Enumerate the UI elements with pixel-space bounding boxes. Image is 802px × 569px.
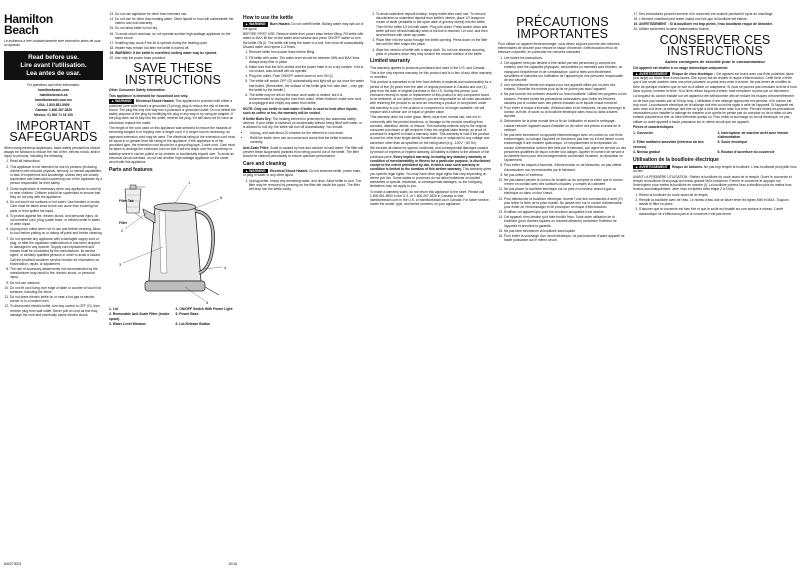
filter-label: Filter: [119, 221, 128, 226]
list-item: 5. The kettle will switch OFF (O) automatically and light will go out once the water has boiled. (Remember, the surface of the kettle gets hot; take care – only grip the kettle by the handle.): [249, 79, 364, 92]
contact-phone-us: USA: 1.800.851.8900: [37, 103, 70, 108]
list-item: • Unplug, and wait about 20 minutes for the element to cool down.: [250, 131, 364, 135]
part-name: Lid-Release Button: [179, 322, 211, 327]
brand-logo: [4, 14, 103, 36]
intro-spanish: Le invitamos a leer cuidadosamente este instructivo antes de usar su aparato.: [4, 39, 101, 48]
list-item: 8. Pour éviter les risques d'incendie, d'électrocution ou de blessures, ne pas utiliser d'accessoires non recommandés par le fabricant.: [504, 163, 627, 171]
part-name: Interrupteur de marche/ arrêt avec témoin d'alimentation: [717, 130, 789, 140]
precautions-title-line1: PRÉCAUTIONS: [516, 15, 609, 29]
electric-shock-paragraph: [109, 99, 237, 124]
document-code: 840273001: [4, 561, 22, 566]
callout-3: 3: [119, 262, 122, 268]
kettle-illustration: [114, 176, 232, 304]
list-item: 5. Pour éviter le risque d'incendie, d'électrocution et de blessures, ne pas immerger le cordon, la fiche, le socle ou la bouilloire électrique dans l'eau ou dans d'autres liquides.: [504, 106, 627, 119]
usage-steps-fr: [639, 193, 797, 216]
read-before-use-fr: Lire avant l'utilisation.: [20, 62, 87, 70]
part-item: [718, 150, 798, 154]
list-item: 9. Do not use outdoors.: [10, 281, 103, 285]
callout-4: 4: [224, 265, 227, 271]
parts-heading-fr: Pièces et caractéristiques: [633, 125, 674, 130]
warning-triangle-icon: ▲: [111, 99, 115, 104]
shock-care-paragraph: [243, 169, 364, 178]
list-item: 4. Wipe the exterior of kettle with a damp cloth. Do not use abrasive scouring pads or powders since they may scratch the smooth surface of the kettle.: [376, 48, 492, 56]
save-title-line1: SAVE THESE: [133, 61, 213, 76]
list-item: 4. Do not touch hot surfaces or hot water. Use handles or knobs. Care must be taken since burns can occur from touching hot parts or from spilled hot liquid.: [10, 200, 103, 213]
safeguards-title-line2: SAFEGUARDS: [9, 130, 98, 145]
precautions-intro: Pour utiliser un appareil électroménager, vous devez toujours prendre des mesures élémentaires de sécurité pour réduire le risque d'incendie, d'électrocution et/ou de blessure corporelle, en particulier les mesures suivantes :: [498, 42, 620, 55]
list-item: 7. Do not operate any appliance with a damaged supply cord or plug, or after the appliance malfunctions or has been dropped or damaged in any manner. Supply cord replacement and repairs must be conducted by the manufacturer, its service agent, or similarly qualified persons in order to avoid a hazard. Call the provided customer service number for information on examination, repair, or adjustment.: [10, 237, 103, 267]
part-name: ON/OFF Switch With Power Light: [179, 307, 233, 312]
column-3: [240, 0, 367, 569]
list-item: 2. This appliance is not intended for use by persons (including children) with reduced physical, sensory, or mental capabilities, or lack of experience and knowledge, unless they are closely supervised and instructed concerning use of the appliance by a person responsible for their safety.: [10, 165, 103, 186]
part-name: Filtre antitartre amovible (intérieur du bec verseur): [633, 140, 704, 149]
part-name: Removable Anti-Scale Filter (inside spout): [109, 312, 170, 321]
part-item: [718, 140, 798, 149]
part-name: Socle électrique: [721, 140, 748, 145]
conserver-title: [633, 32, 797, 59]
read-before-use-box: [4, 51, 103, 80]
warranty-heading: Limited warranty: [370, 58, 411, 65]
list-item: 9. Ne pas utiliser à l'extérieur.: [504, 173, 627, 177]
list-item: 1. Read all instructions.: [10, 159, 103, 163]
list-item: 1. Retirer la bouilloire du socle avant de la remplir.: [639, 193, 797, 197]
list-item: 12. To disconnect electric kettle, turn any control to OFF (O), then remove plug from wall outlet. Never pull on cord as this may damage the cord and eventually cause electric shock.: [10, 304, 103, 317]
list-item: 17. Scalding may occur if the lid is opened during the heating cycle.: [115, 41, 237, 45]
household-note-fr: Cet appareil est destiné à un usage domestique uniquement.: [633, 66, 729, 71]
contact-info: [4, 83, 103, 117]
list-item: 1. Unplug kettle, empty any remaining water, and rinse. Allow kettle to cool. The filter may be removed by pressing on the filter tab inside the spout. The filter will drop into the kettle cavity.: [249, 179, 364, 192]
list-item: • Refill the kettle; then use as normal and check that the kettle functions correctly.: [250, 136, 364, 144]
warning-triangle-icon: ▲: [635, 71, 639, 76]
list-item: 3. S'assurer que le couvercle est bien fixé et que le socle est installé sur une surface à niveau. L'arrêt automatique ne s'effectuera pas si le couvercle n'est pas fermé.: [639, 207, 797, 215]
callout-1: 1: [188, 180, 191, 186]
part-name: Bouton d'ouverture du couvercle: [721, 150, 775, 155]
read-before-use-en: Read before use.: [28, 54, 79, 62]
list-item: 20. Utiliser seulement la base d'alimentation fournie.: [639, 27, 797, 31]
anti-scale-paragraph: [243, 146, 364, 159]
list-item: 16. To avoid circuit overload, do not operate another high-wattage appliance on the same circuit.: [115, 32, 237, 40]
save-instructions-title: [109, 63, 237, 86]
burn-hazard-heading-fr: Risque de brûlures.: [672, 164, 703, 169]
list-item: 13. Do not use appliance for other than intended use.: [115, 12, 237, 16]
warning-triangle-icon: ▲: [635, 164, 639, 169]
brand-name-line2: Beach: [4, 23, 39, 37]
callout-2: 2: [121, 228, 124, 234]
care-steps-continued: [376, 12, 492, 56]
column-6: [630, 0, 802, 569]
part-number: 4.: [717, 130, 721, 135]
part-number: 5.: [175, 312, 179, 317]
burn-hazard-text: Do not overfill kettle. Boiling water may spit out of the spout.: [243, 22, 364, 31]
care-heading: Care and cleaning: [243, 160, 287, 167]
care-steps: [249, 179, 364, 192]
part-number: 6.: [175, 322, 179, 327]
part-name: Niveau gradué: [636, 150, 661, 155]
part-item: [633, 150, 713, 154]
warranty-legal-rights: This warranty gives you specific legal rights. You may have other legal rights that vary depending on where you live. Some states or provinces do not allow limitations on implied warranties or special, incidental, or consequential damages, so the foregoing limitations may not apply to you.: [370, 167, 492, 189]
part-number: 6.: [717, 150, 721, 155]
conserver-title-line1: CONSERVER CES: [659, 32, 771, 47]
column-1: [0, 0, 106, 569]
part-number: 2.: [109, 312, 112, 317]
safeguards-list-continued: [115, 12, 237, 60]
warning-label: WARNING: [249, 168, 266, 173]
list-item: 4. Plug into outlet. Push ON/OFF switch down to turn ON (I).: [249, 74, 364, 78]
list-item: 3. Place filter into the spout through the kettle opening. Press down on the filter tab until the filter snaps into place.: [376, 38, 492, 46]
other-safety-heading-fr: Autres consignes de sécurité pour le consommateur: [664, 58, 766, 64]
contact-heading: For questions and other information:: [27, 83, 80, 88]
list-item: 3. Make sure that the lid is closed and the power base is on a dry surface. It lid is not closed, auto-shutoff will not operate.: [249, 65, 364, 73]
list-item: 5. To protect against fire, electric shock, and personal injury, do not immerse cord, plug, power base, or electric kettle in water or other liquid.: [10, 214, 103, 227]
part-number: 1.: [109, 307, 112, 312]
list-item: 3. Close supervision is necessary when any appliance is used by or near children. Children should be supervised to ensure that they do not play with the appliance.: [10, 187, 103, 200]
precautions-title: [498, 17, 627, 40]
part-number: 1.: [633, 130, 636, 135]
parts-list-fr: [633, 131, 797, 155]
list-item: 17. Des échaudures peuvent survenir si le couvercle est soulevé pendant le cycle de chauffage.: [639, 12, 797, 16]
part-item: [109, 312, 171, 321]
warranty-paragraph: [370, 146, 492, 188]
parts-list: [109, 307, 237, 326]
part-item: [718, 131, 798, 140]
electric-shock-paragraph-fr: [633, 72, 797, 93]
list-item: 4. Ne pas toucher les surfaces chaudes ou l'eau bouillante. Utiliser les poignées ou les boutons. Prendre toutes les précautions nécessaires pour éviter les brûlures causées par le contact avec des pièces chaudes ou le liquide chaud renversé.: [504, 92, 627, 105]
precautions-list-continued: [639, 12, 797, 32]
contact-website-us[interactable]: hamiltonbeach.com: [38, 88, 69, 93]
list-item: 2. Remplir la bouilloire avec de l'eau. Le niveau d'eau doit se situer entre les lignes MIN et MAX. Toujours laisser le filtre en place.: [639, 198, 797, 206]
contact-website-mx[interactable]: hamiltonbeach.com.mx: [35, 98, 72, 103]
list-item: 2. To avoid scale/lime deposit buildup, empty kettle after each use. To remove discoloration or scale/lime deposit from kettle's interior, place 1/2 teaspoon cream of tartar (available in the spice aisle of grocery stores) into the kettle. Then fill the kettle 1/2 full with water. Plug into outlet. Press switch down and kettle will turn off automatically when a full boil is reached. Let cool, and then several times with clean tap water.: [376, 12, 492, 37]
boil-dry-paragraph: [243, 117, 364, 130]
warning-label: WARNING: [115, 99, 132, 104]
boil-dry-text: The heating element is protected by two automatic safety devices. If your kettle is switched on accidentally without being filled with water, or is allowed to boil dry, the kettle will turn off automatically. You should:: [243, 116, 363, 130]
list-item: 3. Une surveillance étroite est requise pour tout appareil utilisé par ou près des enfants. Surveiller les enfants pour qu'ils ne jouent pas avec l'appareil.: [504, 83, 627, 91]
shock-hazard-heading: Electrical Shock Hazard:: [135, 99, 175, 104]
part-item: [176, 312, 238, 321]
part-name: Lid: [112, 307, 118, 312]
part-item: [176, 307, 238, 311]
part-name: Couvercle: [636, 130, 654, 135]
burn-hazard-paragraph: [243, 22, 364, 31]
precautions-title-line2: IMPORTANTES: [516, 26, 609, 41]
warranty-claim: To make a warranty claim, do not return this appliance to the store. Please call 1.800.851.8900 in the U.S. or 1.800.267.2826 in Canada or visit hamiltonbeach.com in the U.S. or hamiltonbeach.ca in Canada. For faster service, locate the model, type, and series numbers on your appliance.: [370, 189, 490, 207]
column-4: [367, 0, 495, 569]
warranty-paragraph: This product is warranted to be free from defects in material and workmanship for a period of five (5) years from the date of original purchase in Canada and one (1) year from the date of original purchase in the U.S. During this period, your exclusive remedy is repair or replacement of this product or any component found to be defective, at our option; however, you are responsible for all costs associated with returning the product to us and our returning a product or component under this warranty to you. If the product or component is no longer available, we will replace with a similar one of equal or greater value.: [370, 80, 492, 114]
part-item: [633, 140, 713, 149]
other-safety-heading: Other Consumer Safety Information: [109, 88, 165, 93]
column-2: [106, 0, 240, 569]
list-item: 1. Lire toutes les instructions.: [504, 56, 627, 60]
before-first-use: BEFORE FIRST USE: Remove kettle from power base before filling. Fill kettle with water to MAX fill line on the water level window and press ON/OFF switch to turn the kettle ON (I). The kettle will bring the water to a boil, then shut off automatically. Discard water and repeat 2–3 times.: [243, 32, 364, 49]
list-item: 16. Pour éviter la surcharge d'un circuit électrique, ne pas brancher d'autre appareil de haute puissance sur le même circuit.: [504, 234, 627, 242]
part-number: 3.: [109, 322, 112, 327]
list-item: 19. AVERTISSEMENT : Si la bouilloire est trop pleine, l'eau bouillante risque de déborder.: [639, 22, 797, 26]
cord-length-paragraph-fr: La longueur du cordon installé sur cet appareil a été sélectionnée afin de réduire les risques d'enchevêtrement ou de faux pas causés par un fil trop long. L'utilisation d'une rallonge approuvée est permise, si le cordon est trop court. La puissance électrique de la rallonge doit être au moins égale à celle de l'appareil. Si l'appareil est avec mise à la terre, la rallonge doit être du type à trois fils avec mise à la terre. Prendre toutes les précautions nécessaires pour installer la rallonge de manière à ce qu'elle ne pende pas du comptoir ou de la table où des enfants pourraient la tirer ou faire trébucher quelqu'un. Pour éviter la surcharge du circuit électrique, ne pas utiliser un autre appareil à haute puissance sur le même circuit que cet appareil.: [633, 94, 795, 124]
part-number: 5.: [717, 140, 721, 145]
part-name: Water Level Window: [112, 322, 146, 327]
household-note: This appliance is intended for household use only.: [109, 93, 189, 98]
contact-website-ca[interactable]: hamiltonbeach.ca: [39, 93, 68, 98]
safeguards-title: [4, 118, 103, 145]
part-item: [633, 131, 713, 140]
kettle-drawing: [115, 177, 233, 305]
usage-heading-fr: Utilisation de la bouilloire électrique: [633, 157, 719, 164]
list-item: 15. Do not allow kettle to boil dry.: [115, 26, 237, 30]
list-item: 1. Remove kettle from power base before filling.: [249, 50, 364, 54]
boil-dry-heading: If Kettle Boils Dry:: [243, 116, 272, 121]
list-item: 11. Do not place electric kettle on or near a hot gas or electric burner or in a heated oven.: [10, 295, 103, 303]
read-before-use-es: Lea antes de usar.: [26, 69, 81, 77]
warning-label: AVERTISSEMENT: [639, 164, 668, 169]
list-item: 11. Ne pas placer la bouilloire électrique sur ou près d'un brûleur chaud à gaz ou électrique ou dans un four chaud.: [504, 187, 627, 195]
care-shock-text: Do not immerse kettle, power base, or plug in water or any other liquid.: [243, 168, 362, 178]
warranty-paragraph: This warranty applies to products purchased and used in the U.S. and Canada. This is the only express warranty for this product and is in lieu of any other warranty or condition.: [370, 66, 492, 79]
list-item: 18. Heater may remain hot after the kettle is turned off.: [115, 46, 237, 50]
burn-hazard-paragraph-fr: [633, 165, 797, 174]
warning-triangle-icon: ▲: [245, 168, 249, 173]
column-5: [495, 0, 630, 569]
list-item: 10. Ne pas laisser pendre le cordon de la table ou du comptoir et éviter que le cordon n'entre en contact avec des surfaces chaudes, y compris la cuisinière.: [504, 178, 627, 186]
filter-tab-label: Filter Tab: [119, 199, 134, 204]
conserver-title-line2: INSTRUCTIONS: [666, 44, 764, 59]
burn-hazard-heading: Burn Hazard.: [269, 22, 291, 27]
contact-phone-ca: Canada: 1.800.267.2826: [35, 108, 72, 113]
list-item: 6. Unplug from outlet when not in use and before cleaning. Allow to cool before putting on or taking off parts and before cleaning.: [10, 227, 103, 235]
list-item: 14. Do not use for other than heating water. Other liquids or food will contaminate the interior and void warranty.: [115, 17, 237, 25]
list-item: 7. Ne pas faire fonctionner un appareil électroménager avec un cordon ou une fiche endommagés, ou lorsque l'appareil ne fonctionne pas bien ou s'il est tombé ou est endommagé d'une manière quelconque. Le remplacement et la réparation du cordon d'alimentation doivent être faits par le fabricant, son agent de service ou des personnes qualifiées de façon à éviter tout danger. Appeler le numéro de service à la clientèle fourni pour des renseignements concernant l'examen, la réparation ou l'ajustement.: [504, 133, 627, 163]
list-item: 6. Débrancher de la prise murale dès la fin de l'utilisation et avant le nettoyage. Laisser refroidir l'appareil avant d'installer ou de retirer des pièces et avant de le nettoyer.: [504, 119, 627, 132]
before-first-use-fr: AVANT LA PREMIÈRE UTILISATION : Retirer la bouilloire du socle avant de la remplir. Ouvrir le couvercle et remplir la bouilloire d'eau jusqu'au niveau gradué MAX maximum. Fermer le couvercle et appuyer sur l'interrupteur pour mettre la bouilloire en marche (I). La bouilloire portera l'eau à ébullition puis se mettra hors tension automatiquement. Jeter l'eau et répéter cette étape 2 à 3 fois.: [633, 174, 792, 192]
part-number: 2.: [633, 140, 636, 145]
precautions-list: [504, 56, 627, 242]
part-number: 3.: [633, 150, 636, 155]
list-item: 12. Pour débrancher la bouilloire électrique, tourner l'une des commandes à arrêt (O) puis retirer la fiche de la prise murale. Ne jamais tirer sur le cordon d'alimentation pour éviter de l'endommager et de provoquer un risque d'électrocution.: [504, 197, 627, 210]
list-item: 18. L'élément chauffant peut rester chaud une fois que la bouilloire est éteinte.: [639, 17, 797, 21]
list-item: 6. The kettle may be left on the base once water is heated, but it is recommended to unplug the cord from outlet. When finished, make sure cord is unplugged and empty any water from kettle.: [249, 93, 364, 106]
warning-triangle-icon: ▲: [245, 22, 249, 27]
care-shock-heading: Electrical Shock Hazard.: [269, 168, 309, 173]
callout-6: 6: [220, 195, 223, 201]
anti-scale-heading: Anti-Scale Filter:: [243, 145, 270, 150]
list-item: 13. N'utiliser cet appareil que pour les fonctions auxquelles il est destiné.: [504, 210, 627, 214]
usage-steps: [249, 50, 364, 105]
part-item: [109, 322, 171, 326]
shock-hazard-heading-fr: Risque de choc électrique :: [672, 71, 716, 76]
warranty-paragraph: This warranty does not cover glass, filters, wear from normal use, use not in conformity with the printed directions, or damage to the product resulting from accident, alteration, abuse, or misuse. This warranty extends only to the original consumer purchaser or gift recipient. Keep the original sales receipt, as proof of purchase is required to make a warranty claim. This warranty is void if the product is used for other than single-family household use or subjected to any voltage and waveform other than as specified on the rating label (e.g., 120V ~ 60 Hz).: [370, 115, 490, 145]
cord-length-paragraph: The length of the cord used on this appliance was selected to reduce the hazards of becoming tangled in or tripping over a longer cord. If a longer cord is necessary, an approved extension cord may be used. The electrical rating of the extension cord must be equal to or greater than the rating of the appliance. If the appliance is of the grounded type, the extension cord should be a grounding-type, 3-wire cord. Care must be taken to arrange the extension cord so that it will not drape over the countertop or tabletop where it can be pulled on by children or accidentally tripped over. To avoid an electrical circuit overload, do not use another high-wattage appliance on the same circuit with this appliance.: [109, 126, 236, 164]
usage-note: NOTE: Only use kettle to heat water. If kettle is used to heat other liquids, such as coffee or tea, the warranty will be voided.: [243, 107, 358, 116]
brand-name-line1: Hamilton: [4, 12, 53, 26]
safeguards-intro: When using electrical appliances, basic safety precautions should always be followed to reduce the risk of fire, electric shock, and/or injury to persons, including the following:: [4, 145, 101, 158]
part-number: 4.: [175, 307, 179, 312]
list-item: 10. Do not let cord hang over edge of table or counter or touch hot surfaces, including the stove.: [10, 286, 103, 294]
contact-phone-mx: México: 01 800 71 16 100: [34, 113, 73, 118]
list-item: 15. Ne pas faire fonctionner la bouilloire sans liquide.: [504, 229, 627, 233]
list-item: 19. WARNING: If the kettle is overfilled, boiling water may be ejected.: [115, 51, 237, 55]
warning-label: AVERTISSEMENT: [639, 71, 668, 76]
list-item: 8. The use of accessory attachments not recommended by the manufacturer may result in fire, electric shock, or personal injury.: [10, 267, 103, 280]
safeguards-title-line1: IMPORTANT: [16, 118, 91, 133]
list-item: 2. Cet appareil n'est pas destiné à être utilisé par des personnes (y compris les enfants) dont les capacités physiques, sensorielles ou mentales sont réduites, ou manquant d'expérience et de connaissance, sauf si elles sont étroitement surveillées et instruites sur l'utilisation de l'appareil par une personne responsable de leur sécurité.: [504, 61, 627, 82]
warranty-implied-disclaimer: Every implied warranty, including any statutory warranty or condition of merchantability or fitness for a particular purpose, is disclaimed except to the extent prohibited by law, in which case such warranty or condition is limited to the duration of this written warranty.: [370, 154, 491, 172]
callout-5: 5: [206, 300, 209, 306]
part-item: [176, 322, 238, 326]
document-date: 10/16: [228, 561, 237, 566]
safeguards-list: [10, 159, 103, 316]
shock-hazard-text-fr: Cet appareil est fourni avec une fiche polarisée (lame plus large) ou d'une fiche à trois lames. Elle a pour but de réduire le risque d'électrocution. Cette fiche n'entre que d'une seule manière dans une prise polarisée ou prise avec mise à la terre. Ne pas tenter de modifier la fiche de quelque manière que ce soit ou d'utiliser un adaptateur. Si vous ne pouvez pas introduire la fiche à fond dans la prise, inverser la fiche. Si la fiche refuse toujours d'entrer, faire remplacer la prise par un électricien.: [633, 71, 797, 93]
parts-heading: Parts and features: [109, 166, 153, 173]
boil-dry-bullets: [250, 131, 364, 145]
warranty-exclusions: We exclude all claims for special, incidental, and consequential damages caused by breach of express or implied warranty. All liability is limited to the amount of the purchase price.: [370, 146, 490, 159]
list-item: 2. Fill kettle with water. The water level should be between MIN and MAX lines. Always keep filter in place.: [249, 56, 364, 64]
how-to-use-heading: How to use the kettle: [243, 14, 294, 21]
part-name: Power Base: [179, 312, 199, 317]
anti-scale-text: Scale is caused by lime and calcium in hard water. The filter will prevent these suspended particles from being poured out of the kettle. The filter should be cleaned periodically to ensure optimum performance.: [243, 145, 363, 159]
burn-hazard-text-fr: Ne pas trop remplir la bouilloire. L'eau bouillante peut jaillir hors du bec.: [633, 164, 797, 174]
shock-hazard-text: This appliance is provided with either a polarized (one wide blade) or grounded (3-prong) plug to reduce the risk of electric shock. The plug fits only one way into a polarized or grounded outlet. Do not defeat the safety purpose of the plug by modifying the plug in any way or by using an adapter. If the plug does not fit fully into the outlet, reverse the plug. If it still does not fit, have an electrician replace the outlet.: [109, 99, 236, 125]
save-title-line2: INSTRUCTIONS: [124, 72, 222, 87]
warning-label: WARNING: [249, 22, 266, 27]
list-item: 20. Use only the power base provided.: [115, 56, 237, 60]
part-item: [109, 307, 171, 311]
list-item: 14. Cet appareil n'est destiné qu'à faire bouillir l'eau. Toute autre utilisation de la bouilloire (pour d'autres liquides ou d'autres aliments) contamine l'intérieur de l'appareil et annulera la garantie.: [504, 215, 627, 228]
